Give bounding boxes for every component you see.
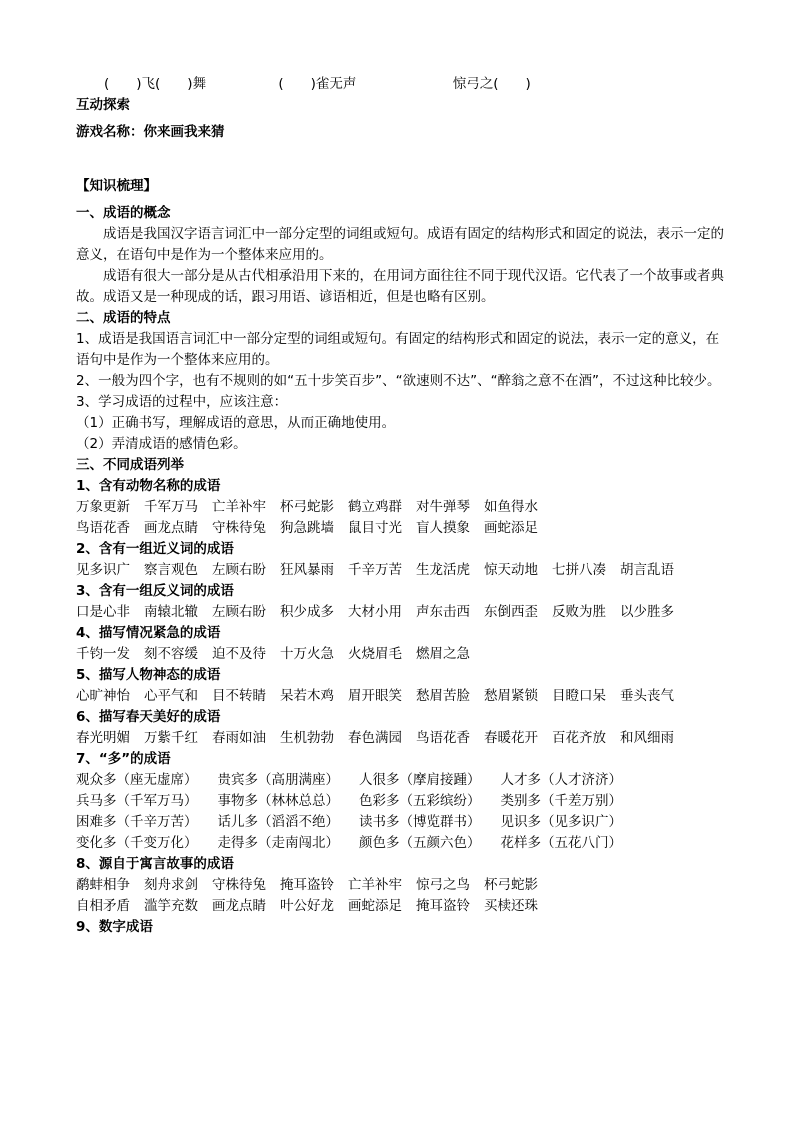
idiom-item: 如鱼得水	[484, 499, 538, 515]
group-title: 1、含有动物名称的成语	[76, 478, 221, 494]
idiom-item: 花样多（五花八门）	[500, 835, 622, 851]
idiom-item: 兵马多（千军万马）	[76, 793, 198, 809]
fill-blank-item: ( )飞( )舞	[104, 76, 207, 92]
idiom-item: 燃眉之急	[416, 646, 470, 662]
idiom-item: 春色满园	[348, 730, 402, 746]
fill-blank-row	[76, 74, 726, 95]
idiom-item: 十万火急	[280, 646, 334, 662]
idiom-item: 见识多（见多识广）	[500, 814, 622, 830]
idiom-item: 万紫千红	[144, 730, 198, 746]
idiom-item: 类别多（千差万别）	[500, 793, 622, 809]
paragraph: 3、学习成语的过程中，应该注意：	[76, 394, 288, 410]
idiom-groups	[76, 476, 726, 938]
idiom-item: 反败为胜	[552, 604, 606, 620]
idiom-item: 千辛万苦	[348, 562, 402, 578]
group-title: 5、描写人物神态的成语	[76, 667, 221, 683]
idiom-line	[76, 812, 726, 833]
idiom-item: 眉开眼笑	[348, 688, 402, 704]
interactive-title: 互动探索	[76, 97, 130, 113]
idiom-line	[76, 602, 726, 623]
idiom-item: 困难多（千辛万苦）	[76, 814, 198, 830]
idiom-item: 千军万马	[144, 499, 198, 515]
idiom-item: 心旷神怡	[76, 688, 130, 704]
idiom-item: 心平气和	[144, 688, 198, 704]
idiom-line	[76, 875, 726, 896]
idiom-item: 鸟语花香	[416, 730, 470, 746]
idiom-item: 买椟还珠	[484, 898, 538, 914]
idiom-item: 左顾右盼	[212, 604, 266, 620]
idiom-item: 色彩多（五彩缤纷）	[359, 793, 481, 809]
idiom-item: 刻不容缓	[144, 646, 198, 662]
idiom-item: 察言观色	[144, 562, 198, 578]
idiom-item: 东倒西歪	[484, 604, 538, 620]
idiom-item: 滥竽充数	[144, 898, 198, 914]
idiom-line	[76, 518, 726, 539]
idiom-item: 春暖花开	[484, 730, 538, 746]
paragraph: （1）正确书写，理解成语的意思，从而正确地使用。	[76, 415, 396, 431]
paragraph: 成语有很大一部分是从古代相承沿用下来的，在用词方面往往不同于现代汉语。它代表了一个故事或者典故。成语又是一种现成的话，跟习用语、谚语相近，但是也略有区别。	[76, 268, 724, 305]
idiom-item: 事物多（林林总总）	[217, 793, 339, 809]
idiom-item: 掩耳盗铃	[416, 898, 470, 914]
idiom-item: 呆若木鸡	[280, 688, 334, 704]
idiom-line	[76, 728, 726, 749]
idiom-item: 见多识广	[76, 562, 130, 578]
idiom-item: 左顾右盼	[212, 562, 266, 578]
idiom-line	[76, 560, 726, 581]
idiom-item: 观众多（座无虚席）	[76, 772, 198, 788]
idiom-item: 变化多（千变万化）	[76, 835, 198, 851]
group-title: 2、含有一组近义词的成语	[76, 541, 234, 557]
idiom-item: 人很多（摩肩接踵）	[359, 772, 481, 788]
fill-blank-item: ( )雀无声	[278, 76, 357, 92]
idiom-item: 颜色多（五颜六色）	[359, 835, 481, 851]
idiom-item: 杯弓蛇影	[484, 877, 538, 893]
idiom-item: 口是心非	[76, 604, 130, 620]
idiom-item: 千钧一发	[76, 646, 130, 662]
idiom-line	[76, 686, 726, 707]
idiom-line	[76, 770, 726, 791]
idiom-item: 叶公好龙	[280, 898, 334, 914]
idiom-item: 画龙点睛	[144, 520, 198, 536]
idiom-item: 积少成多	[280, 604, 334, 620]
document-page	[76, 74, 726, 938]
idiom-item: 守株待兔	[212, 877, 266, 893]
group-title: 4、描写情况紧急的成语	[76, 625, 221, 641]
paragraph: 1、成语是我国语言词汇中一部分定型的词组或短句。有固定的结构形式和固定的说法，表示一定的意义，在语句中是作为一个整体来应用的。	[76, 331, 720, 368]
idiom-item: 百花齐放	[552, 730, 606, 746]
idiom-item: 鹬蚌相争	[76, 877, 130, 893]
idiom-item: 掩耳盗铃	[280, 877, 334, 893]
idiom-item: 万象更新	[76, 499, 130, 515]
idiom-item: 惊天动地	[484, 562, 538, 578]
group-title: 6、描写春天美好的成语	[76, 709, 221, 725]
idiom-item: 对牛弹琴	[416, 499, 470, 515]
idiom-item: 自相矛盾	[76, 898, 130, 914]
idiom-item: 大材小用	[348, 604, 402, 620]
idiom-item: 声东击西	[416, 604, 470, 620]
idiom-item: 刻舟求剑	[144, 877, 198, 893]
idiom-item: 垂头丧气	[620, 688, 674, 704]
idiom-item: 画蛇添足	[484, 520, 538, 536]
idiom-item: 画蛇添足	[348, 898, 402, 914]
idiom-item: 盲人摸象	[416, 520, 470, 536]
group-title: 9、数字成语	[76, 919, 153, 935]
idiom-item: 亡羊补牢	[348, 877, 402, 893]
idiom-item: 迫不及待	[212, 646, 266, 662]
paragraph: 成语是我国汉字语言词汇中一部分定型的词组或短句。成语有固定的结构形式和固定的说法，表示一定的意义，在语句中是作为一个整体来应用的。	[76, 226, 724, 263]
idiom-item: 春雨如油	[212, 730, 266, 746]
idiom-item: 话儿多（滔滔不绝）	[217, 814, 339, 830]
fill-blank-item: 惊弓之( )	[452, 76, 531, 92]
group-title: 7、“多”的成语	[76, 751, 171, 767]
idiom-item: 生龙活虎	[416, 562, 470, 578]
section-heading: 三、不同成语列举	[76, 457, 184, 473]
idiom-item: 目瞪口呆	[552, 688, 606, 704]
idiom-item: 惊弓之鸟	[416, 877, 470, 893]
idiom-item: 亡羊补牢	[212, 499, 266, 515]
idiom-item: 守株待兔	[212, 520, 266, 536]
group-title: 8、源自于寓言故事的成语	[76, 856, 234, 872]
idiom-item: 以少胜多	[620, 604, 674, 620]
idiom-line	[76, 833, 726, 854]
paragraph: 2、一般为四个字，也有不规则的如“五十步笑百步”、“欲速则不达”、“醉翁之意不在酒”，不过这种比较少。	[76, 373, 721, 389]
knowledge-title: 【知识梳理】	[76, 178, 157, 194]
idiom-item: 读书多（博览群书）	[359, 814, 481, 830]
idiom-line	[76, 791, 726, 812]
idiom-line	[76, 497, 726, 518]
idiom-item: 贵宾多（高朋满座）	[217, 772, 339, 788]
idiom-item: 生机勃勃	[280, 730, 334, 746]
idiom-item: 杯弓蛇影	[280, 499, 334, 515]
idiom-item: 七拼八凑	[552, 562, 606, 578]
idiom-item: 春光明媚	[76, 730, 130, 746]
idiom-item: 走得多（走南闯北）	[217, 835, 339, 851]
group-title: 3、含有一组反义词的成语	[76, 583, 234, 599]
idiom-item: 人才多（人才济济）	[500, 772, 622, 788]
idiom-line	[76, 896, 726, 917]
idiom-item: 胡言乱语	[620, 562, 674, 578]
idiom-item: 目不转睛	[212, 688, 266, 704]
idiom-item: 和风细雨	[620, 730, 674, 746]
section-heading: 二、成语的特点	[76, 310, 171, 326]
paragraph: （2）弄清成语的感情色彩。	[76, 436, 247, 452]
idiom-item: 鼠目寸光	[348, 520, 402, 536]
idiom-item: 狗急跳墙	[280, 520, 334, 536]
idiom-item: 画龙点睛	[212, 898, 266, 914]
section-heading: 一、成语的概念	[76, 205, 171, 221]
idiom-item: 鸟语花香	[76, 520, 130, 536]
idiom-item: 愁眉紧锁	[484, 688, 538, 704]
idiom-item: 愁眉苦脸	[416, 688, 470, 704]
idiom-item: 狂风暴雨	[280, 562, 334, 578]
idiom-item: 鹤立鸡群	[348, 499, 402, 515]
idiom-line	[76, 644, 726, 665]
idiom-item: 南辕北辙	[144, 604, 198, 620]
idiom-item: 火烧眉毛	[348, 646, 402, 662]
game-name: 游戏名称：你来画我来猜	[76, 124, 225, 140]
